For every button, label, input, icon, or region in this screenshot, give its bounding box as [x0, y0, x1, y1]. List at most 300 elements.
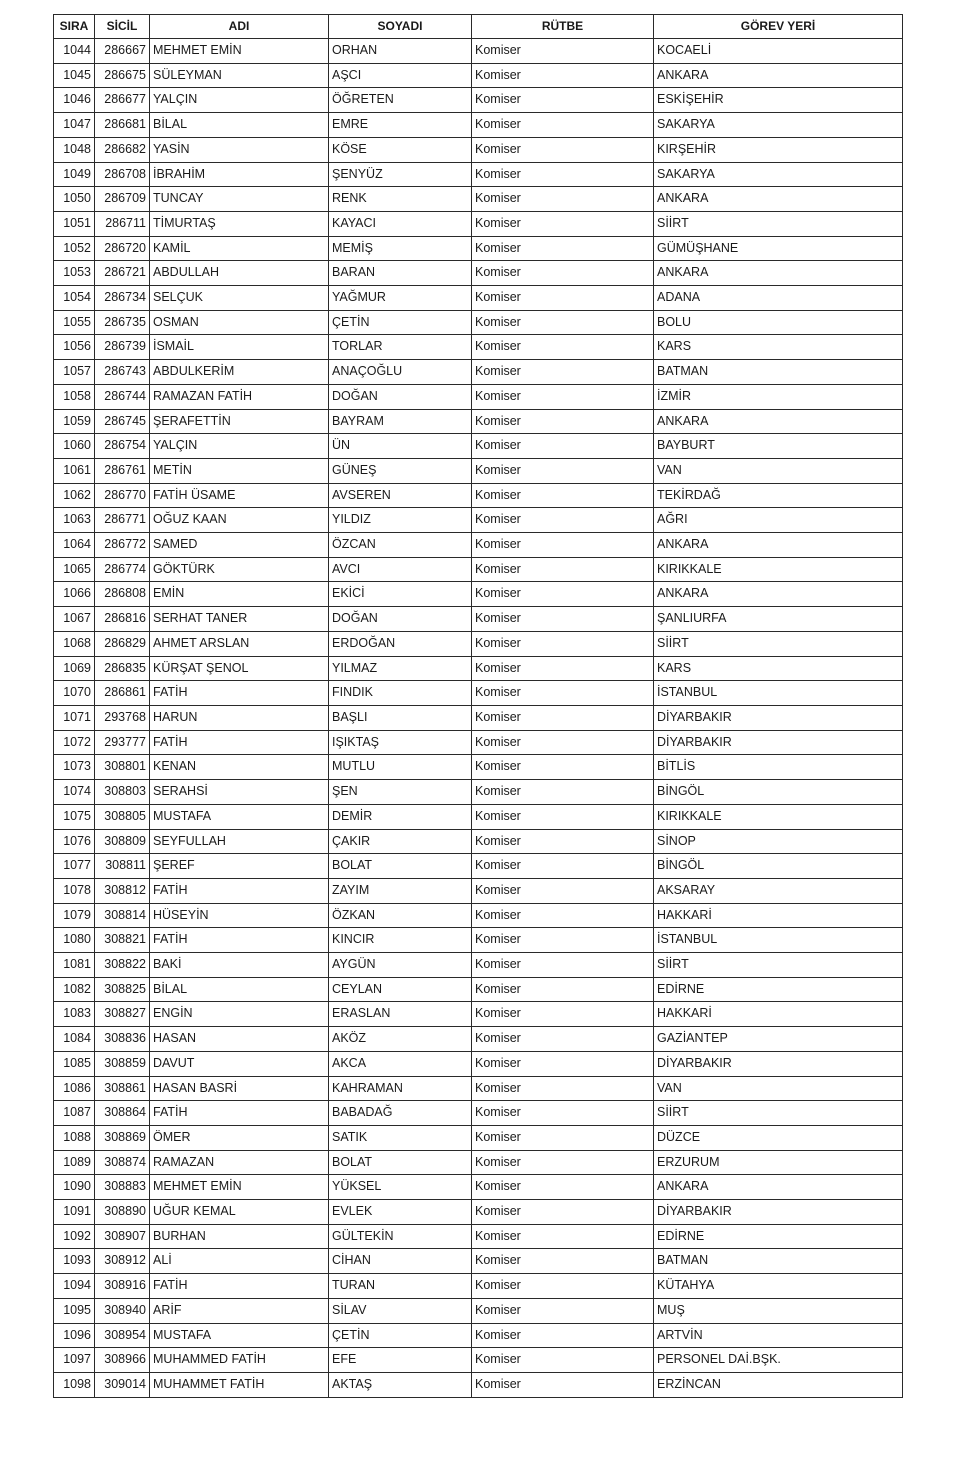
cell-sira: 1070 — [54, 681, 95, 706]
cell-rutbe: Komiser — [472, 39, 654, 64]
cell-sicil: 293768 — [95, 705, 150, 730]
table-row — [54, 1101, 903, 1126]
cell-adi: METİN — [150, 458, 329, 483]
cell-gorev-yeri: DİYARBAKIR — [654, 705, 903, 730]
table-row — [54, 409, 903, 434]
cell-gorev-yeri: BAYBURT — [654, 434, 903, 459]
cell-adi: SÜLEYMAN — [150, 63, 329, 88]
cell-rutbe: Komiser — [472, 1274, 654, 1299]
cell-rutbe: Komiser — [472, 1175, 654, 1200]
cell-sira: 1096 — [54, 1323, 95, 1348]
table-row — [54, 681, 903, 706]
cell-sira: 1065 — [54, 557, 95, 582]
cell-sira: 1067 — [54, 607, 95, 632]
cell-adi: RAMAZAN FATİH — [150, 384, 329, 409]
cell-sicil: 286743 — [95, 360, 150, 385]
table-row — [54, 1125, 903, 1150]
cell-adi: YASİN — [150, 137, 329, 162]
cell-rutbe: Komiser — [472, 780, 654, 805]
cell-gorev-yeri: VAN — [654, 458, 903, 483]
table-row — [54, 39, 903, 64]
cell-sira: 1072 — [54, 730, 95, 755]
cell-adi: AHMET ARSLAN — [150, 631, 329, 656]
header-gorev-yeri: GÖREV YERİ — [654, 15, 903, 39]
cell-gorev-yeri: SİİRT — [654, 631, 903, 656]
cell-soyadi: YÜKSEL — [329, 1175, 472, 1200]
cell-gorev-yeri: ESKİŞEHİR — [654, 88, 903, 113]
cell-rutbe: Komiser — [472, 211, 654, 236]
table-row — [54, 878, 903, 903]
cell-adi: FATİH — [150, 878, 329, 903]
cell-rutbe: Komiser — [472, 705, 654, 730]
cell-adi: FATİH ÜSAME — [150, 483, 329, 508]
cell-rutbe: Komiser — [472, 1002, 654, 1027]
cell-rutbe: Komiser — [472, 360, 654, 385]
cell-soyadi: AVCI — [329, 557, 472, 582]
cell-adi: İSMAİL — [150, 335, 329, 360]
cell-soyadi: ANAÇOĞLU — [329, 360, 472, 385]
cell-soyadi: AKCA — [329, 1051, 472, 1076]
cell-sira: 1059 — [54, 409, 95, 434]
cell-rutbe: Komiser — [472, 63, 654, 88]
cell-sicil: 286770 — [95, 483, 150, 508]
cell-rutbe: Komiser — [472, 1372, 654, 1397]
cell-adi: ALİ — [150, 1249, 329, 1274]
table-row — [54, 508, 903, 533]
cell-soyadi: EFE — [329, 1348, 472, 1373]
cell-sicil: 286761 — [95, 458, 150, 483]
cell-sira: 1046 — [54, 88, 95, 113]
table-row — [54, 854, 903, 879]
table-row — [54, 458, 903, 483]
cell-sicil: 286720 — [95, 236, 150, 261]
cell-gorev-yeri: SİİRT — [654, 1101, 903, 1126]
cell-rutbe: Komiser — [472, 261, 654, 286]
table-row — [54, 335, 903, 360]
table-row — [54, 705, 903, 730]
cell-gorev-yeri: GAZİANTEP — [654, 1027, 903, 1052]
cell-rutbe: Komiser — [472, 854, 654, 879]
cell-soyadi: ERDOĞAN — [329, 631, 472, 656]
cell-adi: RAMAZAN — [150, 1150, 329, 1175]
cell-sicil: 286667 — [95, 39, 150, 64]
cell-rutbe: Komiser — [472, 1027, 654, 1052]
cell-sira: 1068 — [54, 631, 95, 656]
cell-gorev-yeri: DİYARBAKIR — [654, 1200, 903, 1225]
table-row — [54, 582, 903, 607]
cell-adi: MUHAMMET FATİH — [150, 1372, 329, 1397]
cell-sicil: 308814 — [95, 903, 150, 928]
personnel-list-sheet — [53, 14, 902, 1398]
cell-rutbe: Komiser — [472, 804, 654, 829]
cell-rutbe: Komiser — [472, 953, 654, 978]
cell-rutbe: Komiser — [472, 137, 654, 162]
cell-sira: 1055 — [54, 310, 95, 335]
cell-soyadi: KAHRAMAN — [329, 1076, 472, 1101]
header-adi: ADI — [150, 15, 329, 39]
cell-sicil: 286739 — [95, 335, 150, 360]
cell-adi: OĞUZ KAAN — [150, 508, 329, 533]
cell-soyadi: CEYLAN — [329, 977, 472, 1002]
cell-soyadi: YAĞMUR — [329, 286, 472, 311]
cell-sira: 1088 — [54, 1125, 95, 1150]
cell-adi: KÜRŞAT ŞENOL — [150, 656, 329, 681]
cell-sicil: 308801 — [95, 755, 150, 780]
cell-sira: 1069 — [54, 656, 95, 681]
cell-soyadi: YILDIZ — [329, 508, 472, 533]
cell-rutbe: Komiser — [472, 409, 654, 434]
table-row — [54, 1224, 903, 1249]
cell-sira: 1087 — [54, 1101, 95, 1126]
cell-gorev-yeri: SAKARYA — [654, 113, 903, 138]
cell-sira: 1056 — [54, 335, 95, 360]
cell-adi: KENAN — [150, 755, 329, 780]
cell-gorev-yeri: ŞANLIURFA — [654, 607, 903, 632]
cell-gorev-yeri: ANKARA — [654, 63, 903, 88]
table-row — [54, 162, 903, 187]
cell-rutbe: Komiser — [472, 508, 654, 533]
table-row — [54, 557, 903, 582]
cell-gorev-yeri: PERSONEL DAİ.BŞK. — [654, 1348, 903, 1373]
header-sicil: SİCİL — [95, 15, 150, 39]
cell-soyadi: KAYACI — [329, 211, 472, 236]
cell-adi: İBRAHİM — [150, 162, 329, 187]
cell-adi: BİLAL — [150, 977, 329, 1002]
cell-gorev-yeri: EDİRNE — [654, 1224, 903, 1249]
cell-sicil: 308811 — [95, 854, 150, 879]
cell-soyadi: SİLAV — [329, 1298, 472, 1323]
cell-sira: 1060 — [54, 434, 95, 459]
table-row — [54, 310, 903, 335]
cell-sicil: 286754 — [95, 434, 150, 459]
table-row — [54, 88, 903, 113]
cell-rutbe: Komiser — [472, 310, 654, 335]
table-row — [54, 286, 903, 311]
cell-gorev-yeri: KIRŞEHİR — [654, 137, 903, 162]
cell-adi: UĞUR KEMAL — [150, 1200, 329, 1225]
cell-sicil: 308861 — [95, 1076, 150, 1101]
cell-sicil: 286744 — [95, 384, 150, 409]
header-rutbe: RÜTBE — [472, 15, 654, 39]
cell-gorev-yeri: SİİRT — [654, 953, 903, 978]
cell-sicil: 286829 — [95, 631, 150, 656]
cell-soyadi: MEMİŞ — [329, 236, 472, 261]
cell-gorev-yeri: BİNGÖL — [654, 854, 903, 879]
table-header-row — [54, 15, 903, 39]
cell-adi: OSMAN — [150, 310, 329, 335]
cell-adi: TİMURTAŞ — [150, 211, 329, 236]
cell-adi: MEHMET EMİN — [150, 39, 329, 64]
cell-sicil: 308912 — [95, 1249, 150, 1274]
cell-soyadi: ŞENYÜZ — [329, 162, 472, 187]
cell-soyadi: ZAYIM — [329, 878, 472, 903]
table-row — [54, 1372, 903, 1397]
cell-sira: 1085 — [54, 1051, 95, 1076]
cell-rutbe: Komiser — [472, 582, 654, 607]
cell-adi: SERAHSİ — [150, 780, 329, 805]
cell-sira: 1076 — [54, 829, 95, 854]
cell-gorev-yeri: HAKKARİ — [654, 903, 903, 928]
cell-adi: YALÇIN — [150, 88, 329, 113]
cell-sira: 1093 — [54, 1249, 95, 1274]
cell-sira: 1083 — [54, 1002, 95, 1027]
cell-rutbe: Komiser — [472, 458, 654, 483]
table-row — [54, 483, 903, 508]
cell-soyadi: TORLAR — [329, 335, 472, 360]
table-row — [54, 1027, 903, 1052]
cell-rutbe: Komiser — [472, 434, 654, 459]
cell-adi: ABDULLAH — [150, 261, 329, 286]
cell-adi: ENGİN — [150, 1002, 329, 1027]
cell-gorev-yeri: DÜZCE — [654, 1125, 903, 1150]
cell-gorev-yeri: TEKİRDAĞ — [654, 483, 903, 508]
cell-gorev-yeri: ARTVİN — [654, 1323, 903, 1348]
cell-sicil: 286711 — [95, 211, 150, 236]
cell-gorev-yeri: BATMAN — [654, 360, 903, 385]
cell-gorev-yeri: ADANA — [654, 286, 903, 311]
cell-gorev-yeri: DİYARBAKIR — [654, 730, 903, 755]
cell-gorev-yeri: ANKARA — [654, 261, 903, 286]
cell-sira: 1057 — [54, 360, 95, 385]
cell-sicil: 308916 — [95, 1274, 150, 1299]
cell-sira: 1094 — [54, 1274, 95, 1299]
cell-sicil: 308827 — [95, 1002, 150, 1027]
cell-sira: 1082 — [54, 977, 95, 1002]
cell-sira: 1074 — [54, 780, 95, 805]
cell-rutbe: Komiser — [472, 113, 654, 138]
cell-adi: MUHAMMED FATİH — [150, 1348, 329, 1373]
cell-soyadi: DOĞAN — [329, 384, 472, 409]
cell-sira: 1047 — [54, 113, 95, 138]
cell-rutbe: Komiser — [472, 1249, 654, 1274]
cell-adi: BAKİ — [150, 953, 329, 978]
cell-rutbe: Komiser — [472, 1323, 654, 1348]
table-row — [54, 730, 903, 755]
cell-sicil: 286675 — [95, 63, 150, 88]
cell-adi: SERHAT TANER — [150, 607, 329, 632]
cell-rutbe: Komiser — [472, 681, 654, 706]
cell-gorev-yeri: ANKARA — [654, 187, 903, 212]
cell-rutbe: Komiser — [472, 755, 654, 780]
cell-rutbe: Komiser — [472, 928, 654, 953]
table-row — [54, 755, 903, 780]
cell-adi: EMİN — [150, 582, 329, 607]
table-row — [54, 1348, 903, 1373]
cell-soyadi: SATIK — [329, 1125, 472, 1150]
cell-adi: ŞERAFETTİN — [150, 409, 329, 434]
cell-sira: 1075 — [54, 804, 95, 829]
cell-rutbe: Komiser — [472, 1348, 654, 1373]
cell-gorev-yeri: KIRIKKALE — [654, 557, 903, 582]
cell-adi: FATİH — [150, 1274, 329, 1299]
table-row — [54, 953, 903, 978]
cell-adi: BURHAN — [150, 1224, 329, 1249]
cell-sicil: 308940 — [95, 1298, 150, 1323]
cell-soyadi: ERASLAN — [329, 1002, 472, 1027]
table-row — [54, 1076, 903, 1101]
cell-adi: FATİH — [150, 1101, 329, 1126]
cell-adi: ARİF — [150, 1298, 329, 1323]
cell-gorev-yeri: BİTLİS — [654, 755, 903, 780]
cell-gorev-yeri: MUŞ — [654, 1298, 903, 1323]
cell-soyadi: GÜLTEKİN — [329, 1224, 472, 1249]
cell-soyadi: IŞIKTAŞ — [329, 730, 472, 755]
cell-rutbe: Komiser — [472, 656, 654, 681]
cell-soyadi: AKÖZ — [329, 1027, 472, 1052]
cell-soyadi: ORHAN — [329, 39, 472, 64]
cell-sira: 1058 — [54, 384, 95, 409]
cell-gorev-yeri: AKSARAY — [654, 878, 903, 903]
cell-gorev-yeri: ANKARA — [654, 409, 903, 434]
cell-gorev-yeri: KARS — [654, 656, 903, 681]
cell-soyadi: BOLAT — [329, 854, 472, 879]
cell-rutbe: Komiser — [472, 1150, 654, 1175]
cell-gorev-yeri: HAKKARİ — [654, 1002, 903, 1027]
cell-gorev-yeri: VAN — [654, 1076, 903, 1101]
cell-soyadi: BABADAĞ — [329, 1101, 472, 1126]
cell-sira: 1073 — [54, 755, 95, 780]
cell-rutbe: Komiser — [472, 483, 654, 508]
cell-sicil: 308803 — [95, 780, 150, 805]
cell-rutbe: Komiser — [472, 1200, 654, 1225]
cell-sicil: 308907 — [95, 1224, 150, 1249]
cell-sira: 1063 — [54, 508, 95, 533]
cell-gorev-yeri: BİNGÖL — [654, 780, 903, 805]
cell-sicil: 286708 — [95, 162, 150, 187]
cell-gorev-yeri: ANKARA — [654, 1175, 903, 1200]
cell-sicil: 308836 — [95, 1027, 150, 1052]
cell-soyadi: BAYRAM — [329, 409, 472, 434]
cell-sicil: 308812 — [95, 878, 150, 903]
cell-adi: FATİH — [150, 681, 329, 706]
cell-sira: 1051 — [54, 211, 95, 236]
cell-rutbe: Komiser — [472, 1101, 654, 1126]
cell-adi: BİLAL — [150, 113, 329, 138]
cell-sira: 1052 — [54, 236, 95, 261]
cell-rutbe: Komiser — [472, 557, 654, 582]
cell-soyadi: DOĞAN — [329, 607, 472, 632]
cell-rutbe: Komiser — [472, 730, 654, 755]
cell-sicil: 286771 — [95, 508, 150, 533]
cell-sicil: 308805 — [95, 804, 150, 829]
cell-sicil: 293777 — [95, 730, 150, 755]
cell-sira: 1044 — [54, 39, 95, 64]
cell-sicil: 308966 — [95, 1348, 150, 1373]
cell-sicil: 308954 — [95, 1323, 150, 1348]
cell-adi: KAMİL — [150, 236, 329, 261]
table-row — [54, 804, 903, 829]
cell-rutbe: Komiser — [472, 1051, 654, 1076]
cell-rutbe: Komiser — [472, 1298, 654, 1323]
cell-sicil: 286745 — [95, 409, 150, 434]
cell-sicil: 308822 — [95, 953, 150, 978]
cell-sira: 1061 — [54, 458, 95, 483]
table-row — [54, 113, 903, 138]
cell-adi: ŞEREF — [150, 854, 329, 879]
cell-gorev-yeri: SAKARYA — [654, 162, 903, 187]
cell-adi: MUSTAFA — [150, 1323, 329, 1348]
cell-soyadi: ÜN — [329, 434, 472, 459]
cell-sira: 1084 — [54, 1027, 95, 1052]
cell-adi: MEHMET EMİN — [150, 1175, 329, 1200]
cell-soyadi: EVLEK — [329, 1200, 472, 1225]
cell-rutbe: Komiser — [472, 977, 654, 1002]
table-row — [54, 434, 903, 459]
cell-gorev-yeri: DİYARBAKIR — [654, 1051, 903, 1076]
table-row — [54, 1323, 903, 1348]
cell-soyadi: ÖZCAN — [329, 533, 472, 558]
cell-sicil: 286772 — [95, 533, 150, 558]
cell-gorev-yeri: KIRIKKALE — [654, 804, 903, 829]
cell-sira: 1045 — [54, 63, 95, 88]
cell-soyadi: EMRE — [329, 113, 472, 138]
table-row — [54, 903, 903, 928]
cell-soyadi: AKTAŞ — [329, 1372, 472, 1397]
cell-sira: 1097 — [54, 1348, 95, 1373]
cell-adi: HARUN — [150, 705, 329, 730]
cell-adi: HÜSEYİN — [150, 903, 329, 928]
cell-soyadi: ÖĞRETEN — [329, 88, 472, 113]
cell-rutbe: Komiser — [472, 533, 654, 558]
cell-adi: FATİH — [150, 730, 329, 755]
cell-adi: TUNCAY — [150, 187, 329, 212]
cell-adi: DAVUT — [150, 1051, 329, 1076]
cell-sicil: 286774 — [95, 557, 150, 582]
table-row — [54, 384, 903, 409]
cell-adi: YALÇIN — [150, 434, 329, 459]
table-row — [54, 1249, 903, 1274]
cell-soyadi: ÇETİN — [329, 1323, 472, 1348]
cell-sicil: 308821 — [95, 928, 150, 953]
cell-soyadi: ÇETİN — [329, 310, 472, 335]
cell-soyadi: KÖSE — [329, 137, 472, 162]
cell-sicil: 286681 — [95, 113, 150, 138]
cell-gorev-yeri: SİNOP — [654, 829, 903, 854]
cell-sicil: 286835 — [95, 656, 150, 681]
cell-soyadi: BARAN — [329, 261, 472, 286]
cell-gorev-yeri: KÜTAHYA — [654, 1274, 903, 1299]
cell-sicil: 286721 — [95, 261, 150, 286]
cell-sira: 1089 — [54, 1150, 95, 1175]
cell-gorev-yeri: EDİRNE — [654, 977, 903, 1002]
table-row — [54, 656, 903, 681]
cell-adi: SELÇUK — [150, 286, 329, 311]
cell-rutbe: Komiser — [472, 162, 654, 187]
cell-sira: 1053 — [54, 261, 95, 286]
cell-sicil: 308825 — [95, 977, 150, 1002]
table-row — [54, 928, 903, 953]
cell-gorev-yeri: GÜMÜŞHANE — [654, 236, 903, 261]
cell-adi: SEYFULLAH — [150, 829, 329, 854]
cell-rutbe: Komiser — [472, 1125, 654, 1150]
table-row — [54, 533, 903, 558]
table-row — [54, 1298, 903, 1323]
cell-sicil: 308809 — [95, 829, 150, 854]
cell-adi: MUSTAFA — [150, 804, 329, 829]
cell-soyadi: ÖZKAN — [329, 903, 472, 928]
cell-sicil: 308890 — [95, 1200, 150, 1225]
cell-gorev-yeri: KOCAELİ — [654, 39, 903, 64]
cell-sira: 1066 — [54, 582, 95, 607]
cell-sira: 1079 — [54, 903, 95, 928]
cell-sira: 1062 — [54, 483, 95, 508]
cell-adi: FATİH — [150, 928, 329, 953]
cell-adi: ABDULKERİM — [150, 360, 329, 385]
table-row — [54, 1274, 903, 1299]
cell-rutbe: Komiser — [472, 1224, 654, 1249]
cell-sira: 1049 — [54, 162, 95, 187]
cell-adi: SAMED — [150, 533, 329, 558]
